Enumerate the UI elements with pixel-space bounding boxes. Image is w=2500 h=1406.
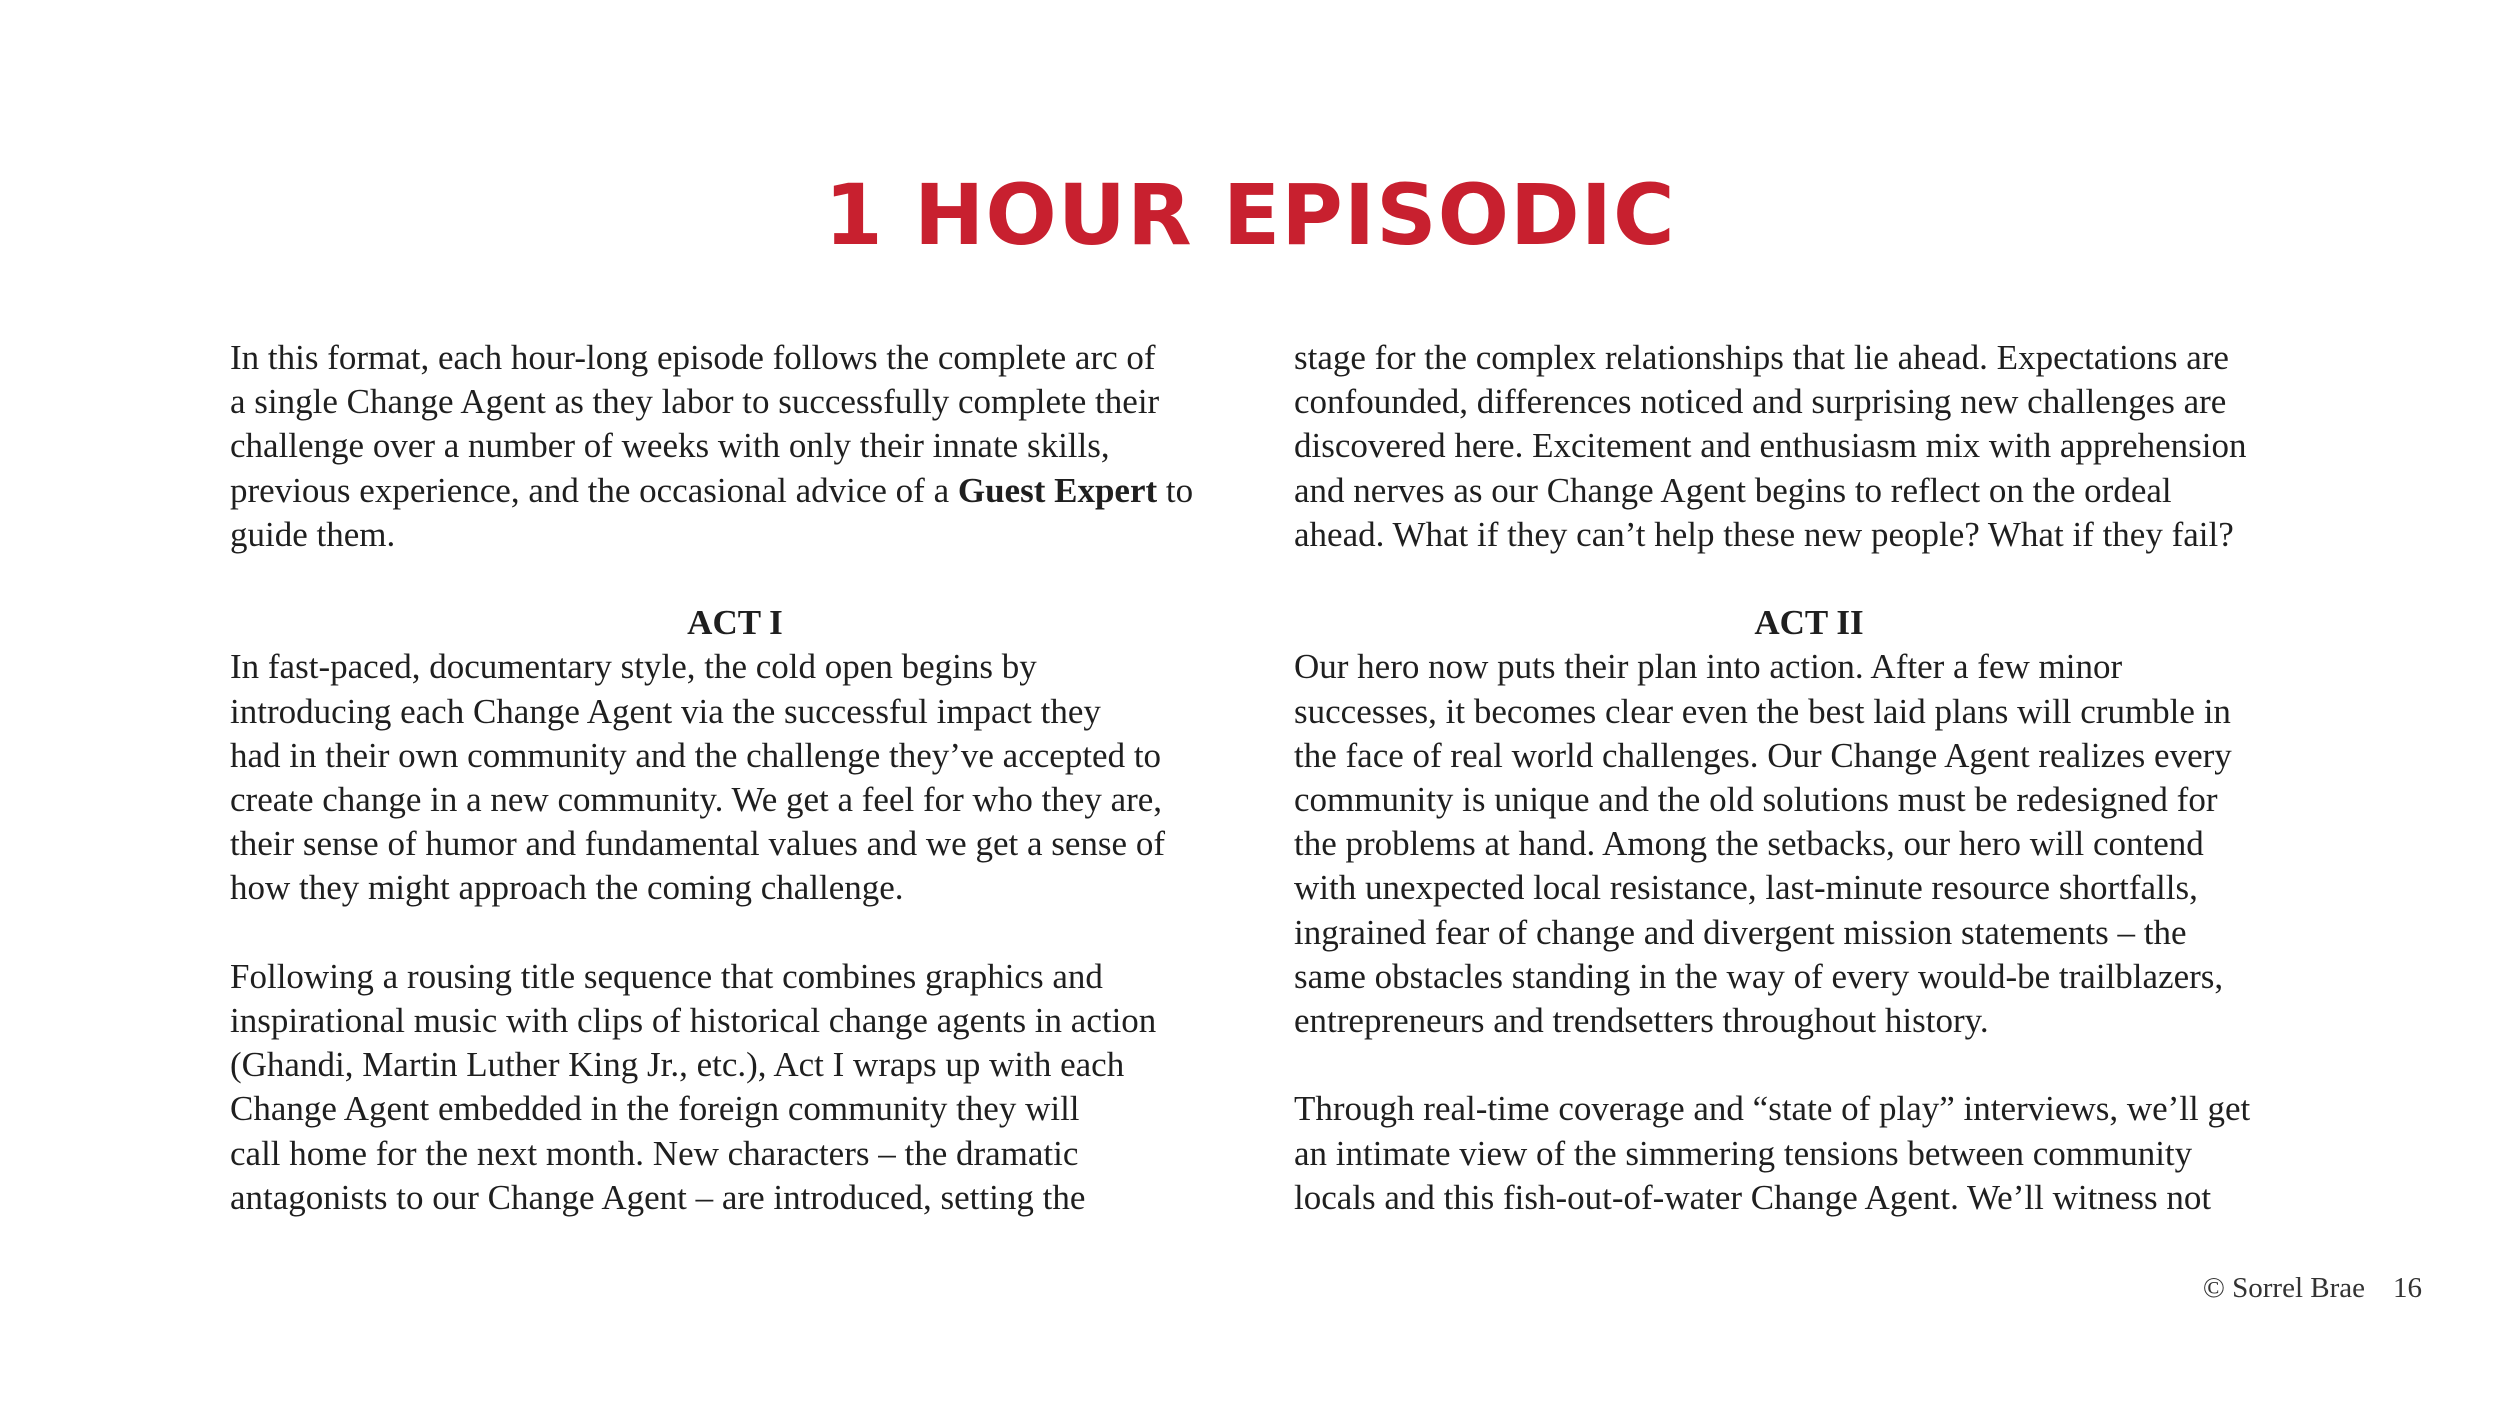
act-2-paragraph-1: Our hero now puts their plan into action. After a few minor successes, it becomes clear even the best laid plans will crumble in the face of real world challenges. Our Change Agent realizes every community is unique and the old solutions must be redesigned for the problems at hand. Among the setbacks, our hero will contend with unexpected local resistance, last-minute resource shortfalls, ingrained fear of change and divergent mission statements – the same obstacles standing in the way of every would-be trailblazers, entrepreneurs and trendsetters throughout history. [1294,647,2232,1041]
paragraph-spacer [1294,557,2324,601]
act-2-paragraph-2: Through real-time coverage and “state of play” interviews, we’ll get an intimate view of the simmering tensions between community locals and this fish-out-of-water Change Agent. We’ll witness not [1294,1089,2251,1217]
intro-text-start: In this format, each hour-long episode follows the complete arc of a single Change Agent as they labor to successfully complete their challenge over a number of weeks with only their innate skills, previous experience, and the occasional advice of a [230,338,1160,510]
act-2-heading: ACT II [1754,603,1864,643]
act-1-heading: ACT I [687,603,783,643]
intro-paragraph [230,336,1240,557]
act-1-paragraph-1: In fast-paced, documentary style, the cold open begins by introducing each Change Agent via the successful impact they had in their own community and the challenge they’ve accepted to create change in a new community. We get a feel for who they are, their sense of humor and fundamental values and we get a sense of how they might approach the coming challenge. [230,647,1165,908]
paragraph-spacer [230,911,1240,955]
guest-expert-term: Guest Expert [957,470,1158,510]
right-column [1294,336,2324,1220]
page-title: 1 HOUR EPISODIC [824,166,1676,264]
paragraph-spacer [230,557,1240,601]
intro-text-end: to guide them. [230,470,1194,554]
page-number: 16 [2393,1272,2422,1304]
copyright-notice: © Sorrel Brae [2202,1272,2365,1304]
left-column [230,336,1240,1220]
act-1-continuation: stage for the complex relationships that lie ahead. Expectations are confounded, differences noticed and surprising new challenges are discovered here. Excitement and enthusiasm mix with apprehension and nerves as our Change Agent begins to reflect on the ordeal ahead. What if they can’t help these new people? What if they fail? [1294,338,2247,554]
paragraph-spacer [1294,1043,2324,1087]
act-1-paragraph-2: Following a rousing title sequence that combines graphics and inspirational music with clips of historical change agents in action (Ghandi, Martin Luther King Jr., etc.), Act I wraps up with each Change Agent embedded in the foreign community they will call home for the next month. New characters – the dramatic antagonists to our Change Agent – are introduced, setting the [230,956,1157,1217]
page-footer [2203,1272,2422,1305]
